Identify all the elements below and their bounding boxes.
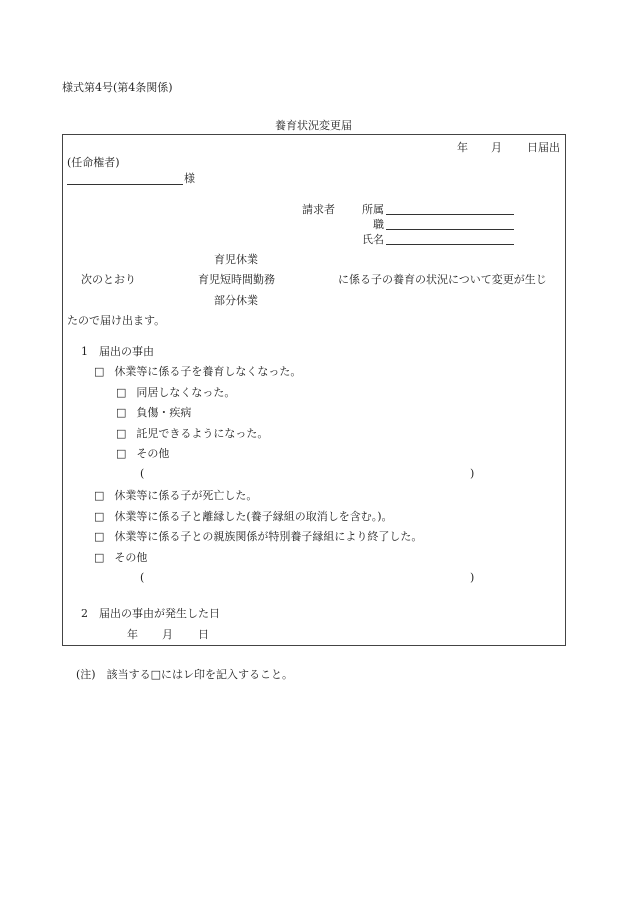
- occurrence-year: 年: [127, 628, 138, 641]
- authority-underline[interactable]: [67, 184, 183, 185]
- affiliation-field[interactable]: [386, 214, 514, 215]
- requester-label: 請求者: [302, 203, 335, 216]
- name-label: 氏名: [362, 233, 384, 246]
- form-number: 様式第4号(第4条関係): [62, 81, 173, 94]
- other-paren-close: ): [470, 571, 475, 584]
- date-year: 年: [457, 141, 468, 154]
- authority-sama: 様: [184, 172, 195, 185]
- checkbox-item-5[interactable]: □: [94, 551, 105, 564]
- sub-item-3-text: 託児できるようになった。: [136, 427, 269, 440]
- sub-other-paren-open: (: [140, 467, 145, 480]
- affiliation-label: 所属: [362, 203, 384, 216]
- checkbox-item-3[interactable]: □: [94, 510, 105, 523]
- name-field[interactable]: [386, 244, 514, 245]
- item-5-text: その他: [114, 551, 148, 564]
- occurrence-month: 月: [162, 628, 173, 641]
- date-day-filed: 日届出: [527, 141, 560, 154]
- sub-item-2: [116, 406, 191, 420]
- position-label: 職: [373, 218, 384, 231]
- checkbox-sub-4[interactable]: □: [116, 447, 127, 460]
- checkbox-sub-2[interactable]: □: [116, 406, 127, 419]
- form-title: 養育状況変更届: [275, 119, 352, 132]
- item-4-text: 休業等に係る子との親族関係が特別養子縁組により終了した。: [114, 530, 423, 543]
- reason-item-2: [94, 489, 257, 503]
- other-paren-open: (: [140, 571, 145, 584]
- leave-option-short-hours: 育児短時間勤務: [198, 273, 275, 286]
- checkbox-sub-1[interactable]: □: [116, 386, 127, 399]
- statement-prefix: 次のとおり: [81, 273, 136, 286]
- date-month: 月: [491, 141, 502, 154]
- checkbox-item-2[interactable]: □: [94, 489, 105, 502]
- checkbox-item-1[interactable]: □: [94, 365, 105, 378]
- reason-item-4: [94, 530, 422, 544]
- statement-suffix: に係る子の養育の状況について変更が生じ: [338, 273, 547, 286]
- sub-item-4: [116, 447, 169, 461]
- section2-heading: 2 届出の事由が発生した日: [81, 607, 220, 620]
- occurrence-day: 日: [198, 628, 209, 641]
- footnote: (注) 該当する□にはレ印を記入すること。: [76, 668, 293, 681]
- item-3-text: 休業等に係る子と離縁した(養子縁組の取消しを含む。)。: [114, 510, 393, 523]
- checkbox-sub-3[interactable]: □: [116, 427, 127, 440]
- sub-item-2-text: 負傷・疾病: [136, 406, 192, 419]
- statement-continuation: たので届け出ます。: [67, 314, 166, 327]
- sub-other-input[interactable]: [150, 465, 468, 481]
- sub-item-1-text: 同居しなくなった。: [136, 386, 236, 399]
- other-input[interactable]: [150, 569, 468, 585]
- item-1-text: 休業等に係る子を養育しなくなった。: [114, 365, 302, 378]
- leave-option-partial: 部分休業: [214, 294, 258, 307]
- authority-label: (任命権者): [67, 156, 120, 169]
- item-2-text: 休業等に係る子が死亡した。: [114, 489, 258, 502]
- leave-option-childcare: 育児休業: [214, 253, 258, 266]
- section1-heading: 1 届出の事由: [81, 345, 154, 358]
- sub-other-paren-close: ): [470, 467, 475, 480]
- checkbox-item-4[interactable]: □: [94, 530, 105, 543]
- position-field[interactable]: [386, 229, 514, 230]
- reason-item-3: [94, 510, 393, 524]
- sub-item-3: [116, 427, 268, 441]
- sub-item-1: [116, 386, 235, 400]
- reason-item-1: [94, 365, 301, 379]
- sub-item-4-text: その他: [136, 447, 170, 460]
- reason-item-5: [94, 551, 147, 565]
